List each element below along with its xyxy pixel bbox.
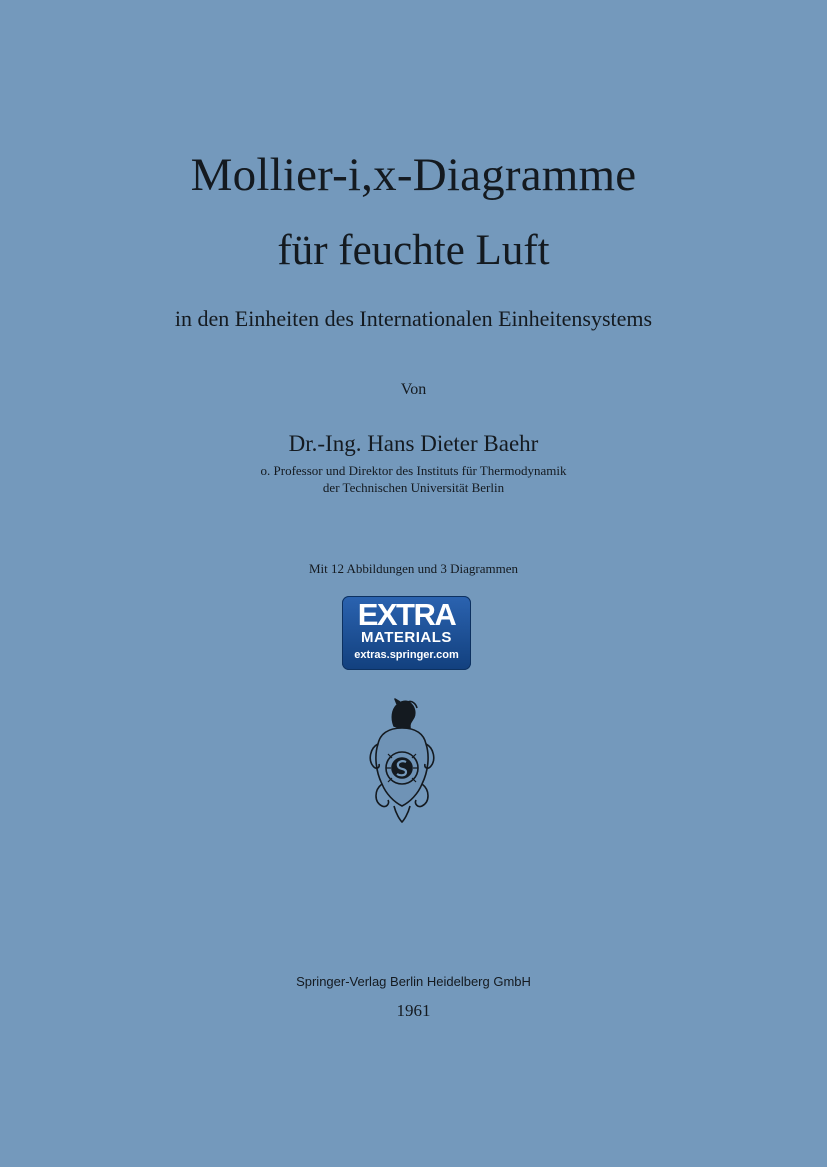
book-title-line2: für feuchte Luft — [277, 227, 550, 274]
illustrations-note: Mit 12 Abbildungen und 3 Diagrammen — [308, 561, 519, 576]
book-title-line1: Mollier-i,x-Diagramme — [190, 149, 637, 201]
badge-extra-text: EXTRA — [357, 597, 456, 632]
book-subtitle: in den Einheiten des Internationalen Einheitensystems — [174, 306, 653, 331]
author-name: Dr.-Ing. Hans Dieter Baehr — [288, 431, 539, 456]
publisher-name: Springer-Verlag Berlin Heidelberg GmbH — [296, 974, 531, 989]
badge-url-text: extras.springer.com — [354, 649, 459, 661]
badge-materials-text: MATERIALS — [361, 629, 452, 646]
author-affiliation-line2: der Technischen Universität Berlin — [322, 480, 505, 495]
author-affiliation-line1: o. Professor und Direktor des Instituts für Thermodynamik — [260, 463, 567, 478]
by-label: Von — [400, 381, 427, 398]
extra-materials-badge[interactable] — [342, 596, 471, 670]
publication-year: 1961 — [396, 1001, 431, 1020]
springer-horse-logo-icon — [364, 698, 440, 824]
